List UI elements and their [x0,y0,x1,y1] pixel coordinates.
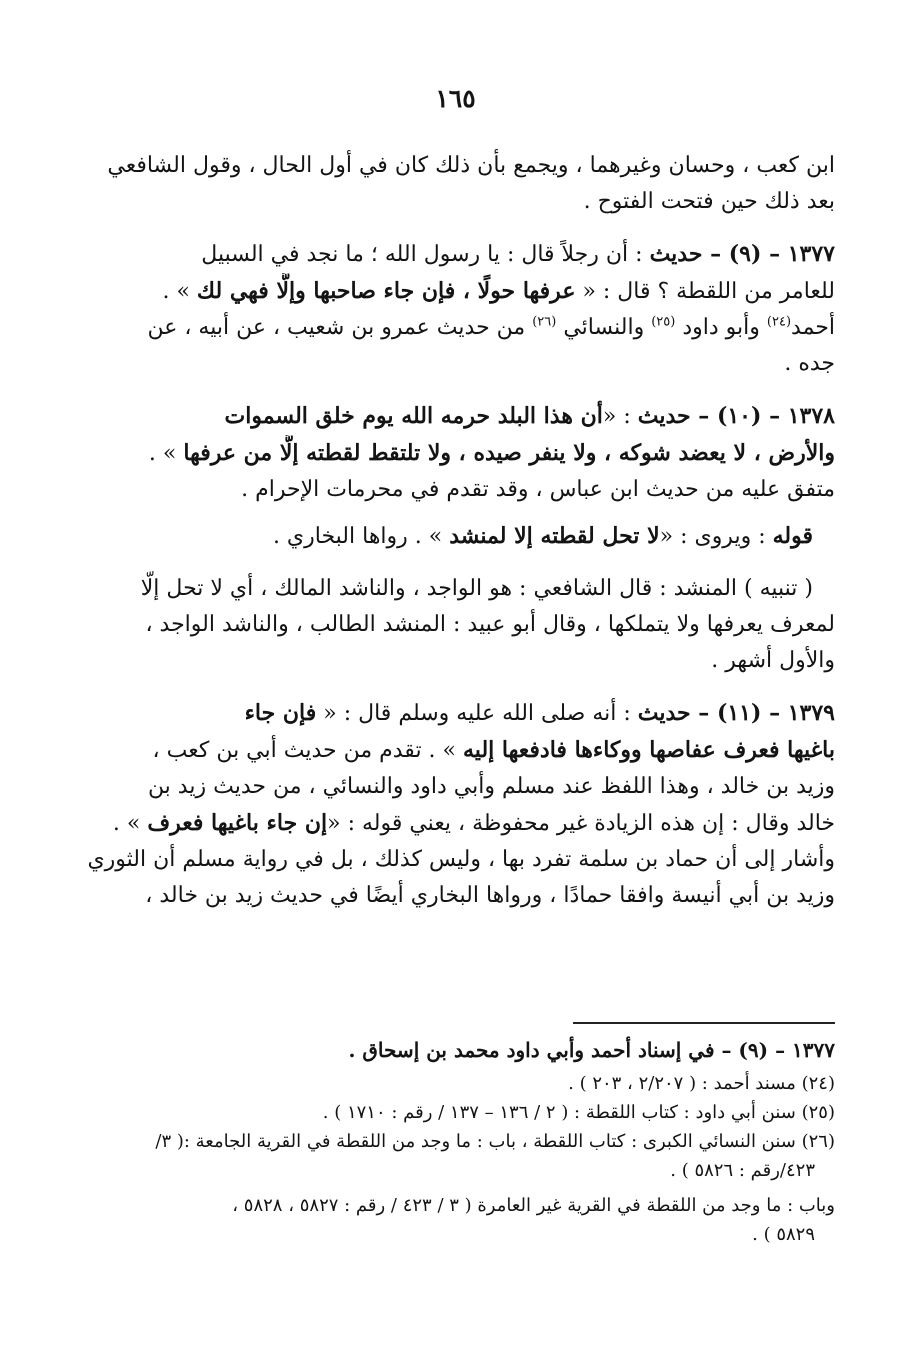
qawluhu-label: قوله [772,523,813,549]
text-line: أحمد$^{(٢٤)}$ وأبو داود $^{(٢٥)}$ والنسائي $^{(٢٦)}$ من حديث عمرو بن شعيب ، عن أبيه ، عن [147,314,835,340]
text-line: قوله : ويروى : «لا تحل لقطته إلا لمنشد » . رواها البخاري . [272,523,813,549]
footnote-ref: (٢٥) [651,314,676,330]
footnote-26-continued: وباب : ما وجد من اللقطة في القرية غير العامرة ( ٣ / ٤٢٣ / رقم : ٥٨٢٧ ، ٥٨٢٨ ، [232,1195,835,1216]
hadith-1379 [76,695,835,914]
text-line: ( تنبيه ) المنشد : قال الشافعي : هو الواجد ، والناشد المالك ، أي لا تحل إلَّا [140,576,813,601]
hadith-quote: لا تحل لقطته إلا لمنشد [449,523,660,549]
text-line: والأول أشهر . [711,648,835,673]
text-line: بعد ذلك حين فتحت الفتوح . [583,189,835,214]
hadith-quote: والأرض ، لا يعضد شوكه ، ولا ينفر صيده ، ولا تلتقط لقطته إلَّا من عرفها [183,440,835,466]
tanbih-note [76,571,835,679]
main-text [76,148,835,930]
text-line: جده . [784,351,835,376]
text-line: للعامر من اللقطة ؟ قال : « عرفها حولًا ، فإن جاء صاحبها وإلَّا فهي لك » . [162,278,835,304]
text-line: ١٣٧٧ – (٩) – حديث : أن رجلاً قال : يا رسول الله ؛ ما نجد في السبيل [201,241,835,267]
text-line: والأرض ، لا يعضد شوكه ، ولا ينفر صيده ، ولا تلتقط لقطته إلَّا من عرفها » . [148,440,835,466]
footnote-26-continued: ٥٨٢٩ ) . [752,1224,815,1245]
hadith-number: ١٣٧٩ – (١١) – حديث [637,700,835,726]
hadith-number: ١٣٧٨ – (١٠) – حديث [637,403,835,429]
footnote-heading: ١٣٧٧ – (٩) – في إسناد أحمد وأبي داود محمد بن إسحاق . [348,1038,835,1062]
text-line: وزيد بن أبي أنيسة وافقا حمادًا ، ورواها البخاري أيضًا في حديث زيد بن خالد ، [145,883,835,908]
text-line: ١٣٧٨ – (١٠) – حديث : «أن هذا البلد حرمه الله يوم خلق السموات [224,403,835,429]
text-line: وزيد بن خالد ، وهذا اللفظ عند مسلم وأبي داود والنسائي ، من حديث زيد بن [147,774,835,799]
text-line: باغيها فعرف عفاصها ووكاءها فادفعها إليه » . تقدم من حديث أبي بن كعب ، [152,737,835,763]
hadith-quote: عرفها حولًا ، فإن جاء صاحبها وإلَّا فهي لك [196,278,576,304]
hadith-quote: فإن جاء [244,700,317,726]
hadith-number: ١٣٧٧ – (٩) – حديث [649,241,835,267]
text-line: خالد وقال : إن هذه الزيادة غير محفوظة ، يعني قوله : «إن جاء باغيها فعرف » . [112,810,835,836]
footnote-26-continued: ٤٢٣/رقم : ٥٨٢٦ ) . [670,1160,815,1181]
footnote-26: (٢٦) سنن النسائي الكبرى : كتاب اللقطة ، باب : ما وجد من اللقطة في القرية الجامعة :( ٣/ [155,1131,835,1152]
qawluhu-note [76,518,835,555]
footnote-ref: (٢٦) [532,314,557,330]
book-page [76,0,835,1364]
footnote-separator [573,1022,835,1024]
page-number: ١٦٥ [435,84,476,113]
hadith-1377 [76,236,835,382]
footnote-24: (٢٤) مسند أحمد : ( ٢/٢٠٧ ، ٢٠٣ ) . [568,1073,835,1094]
text-line: ابن كعب ، وحسان وغيرهما ، ويجمع بأن ذلك كان في أول الحال ، وقول الشافعي [107,153,835,178]
text-line: متفق عليه من حديث ابن عباس ، وقد تقدم في محرمات الإحرام . [241,477,835,502]
hadith-quote: إن جاء باغيها فعرف [147,810,328,836]
hadith-quote: باغيها فعرف عفاصها ووكاءها فادفعها إليه [463,737,835,763]
hadith-1378 [76,398,835,508]
footnotes [76,1036,835,1249]
paragraph-continuation [76,148,835,220]
footnote-ref: (٢٤) [766,314,792,330]
text-line: وأشار إلى أن حماد بن سلمة تفرد بها ، وليس كذلك ، بل في رواية مسلم أن الثوري [87,847,835,872]
text-line: ١٣٧٩ – (١١) – حديث : أنه صلى الله عليه وسلم قال : « فإن جاء [244,700,835,726]
hadith-quote: أن هذا البلد حرمه الله يوم خلق السموات [224,403,603,429]
footnote-25: (٢٥) سنن أبي داود : كتاب اللقطة : ( ٢ / ١٣٦ – ١٣٧ / رقم : ١٧١٠ ) . [322,1102,835,1123]
text-line: لمعرف يعرفها ولا يتملكها ، وقال أبو عبيد : المنشد الطالب ، والناشد الواجد ، [145,612,835,637]
